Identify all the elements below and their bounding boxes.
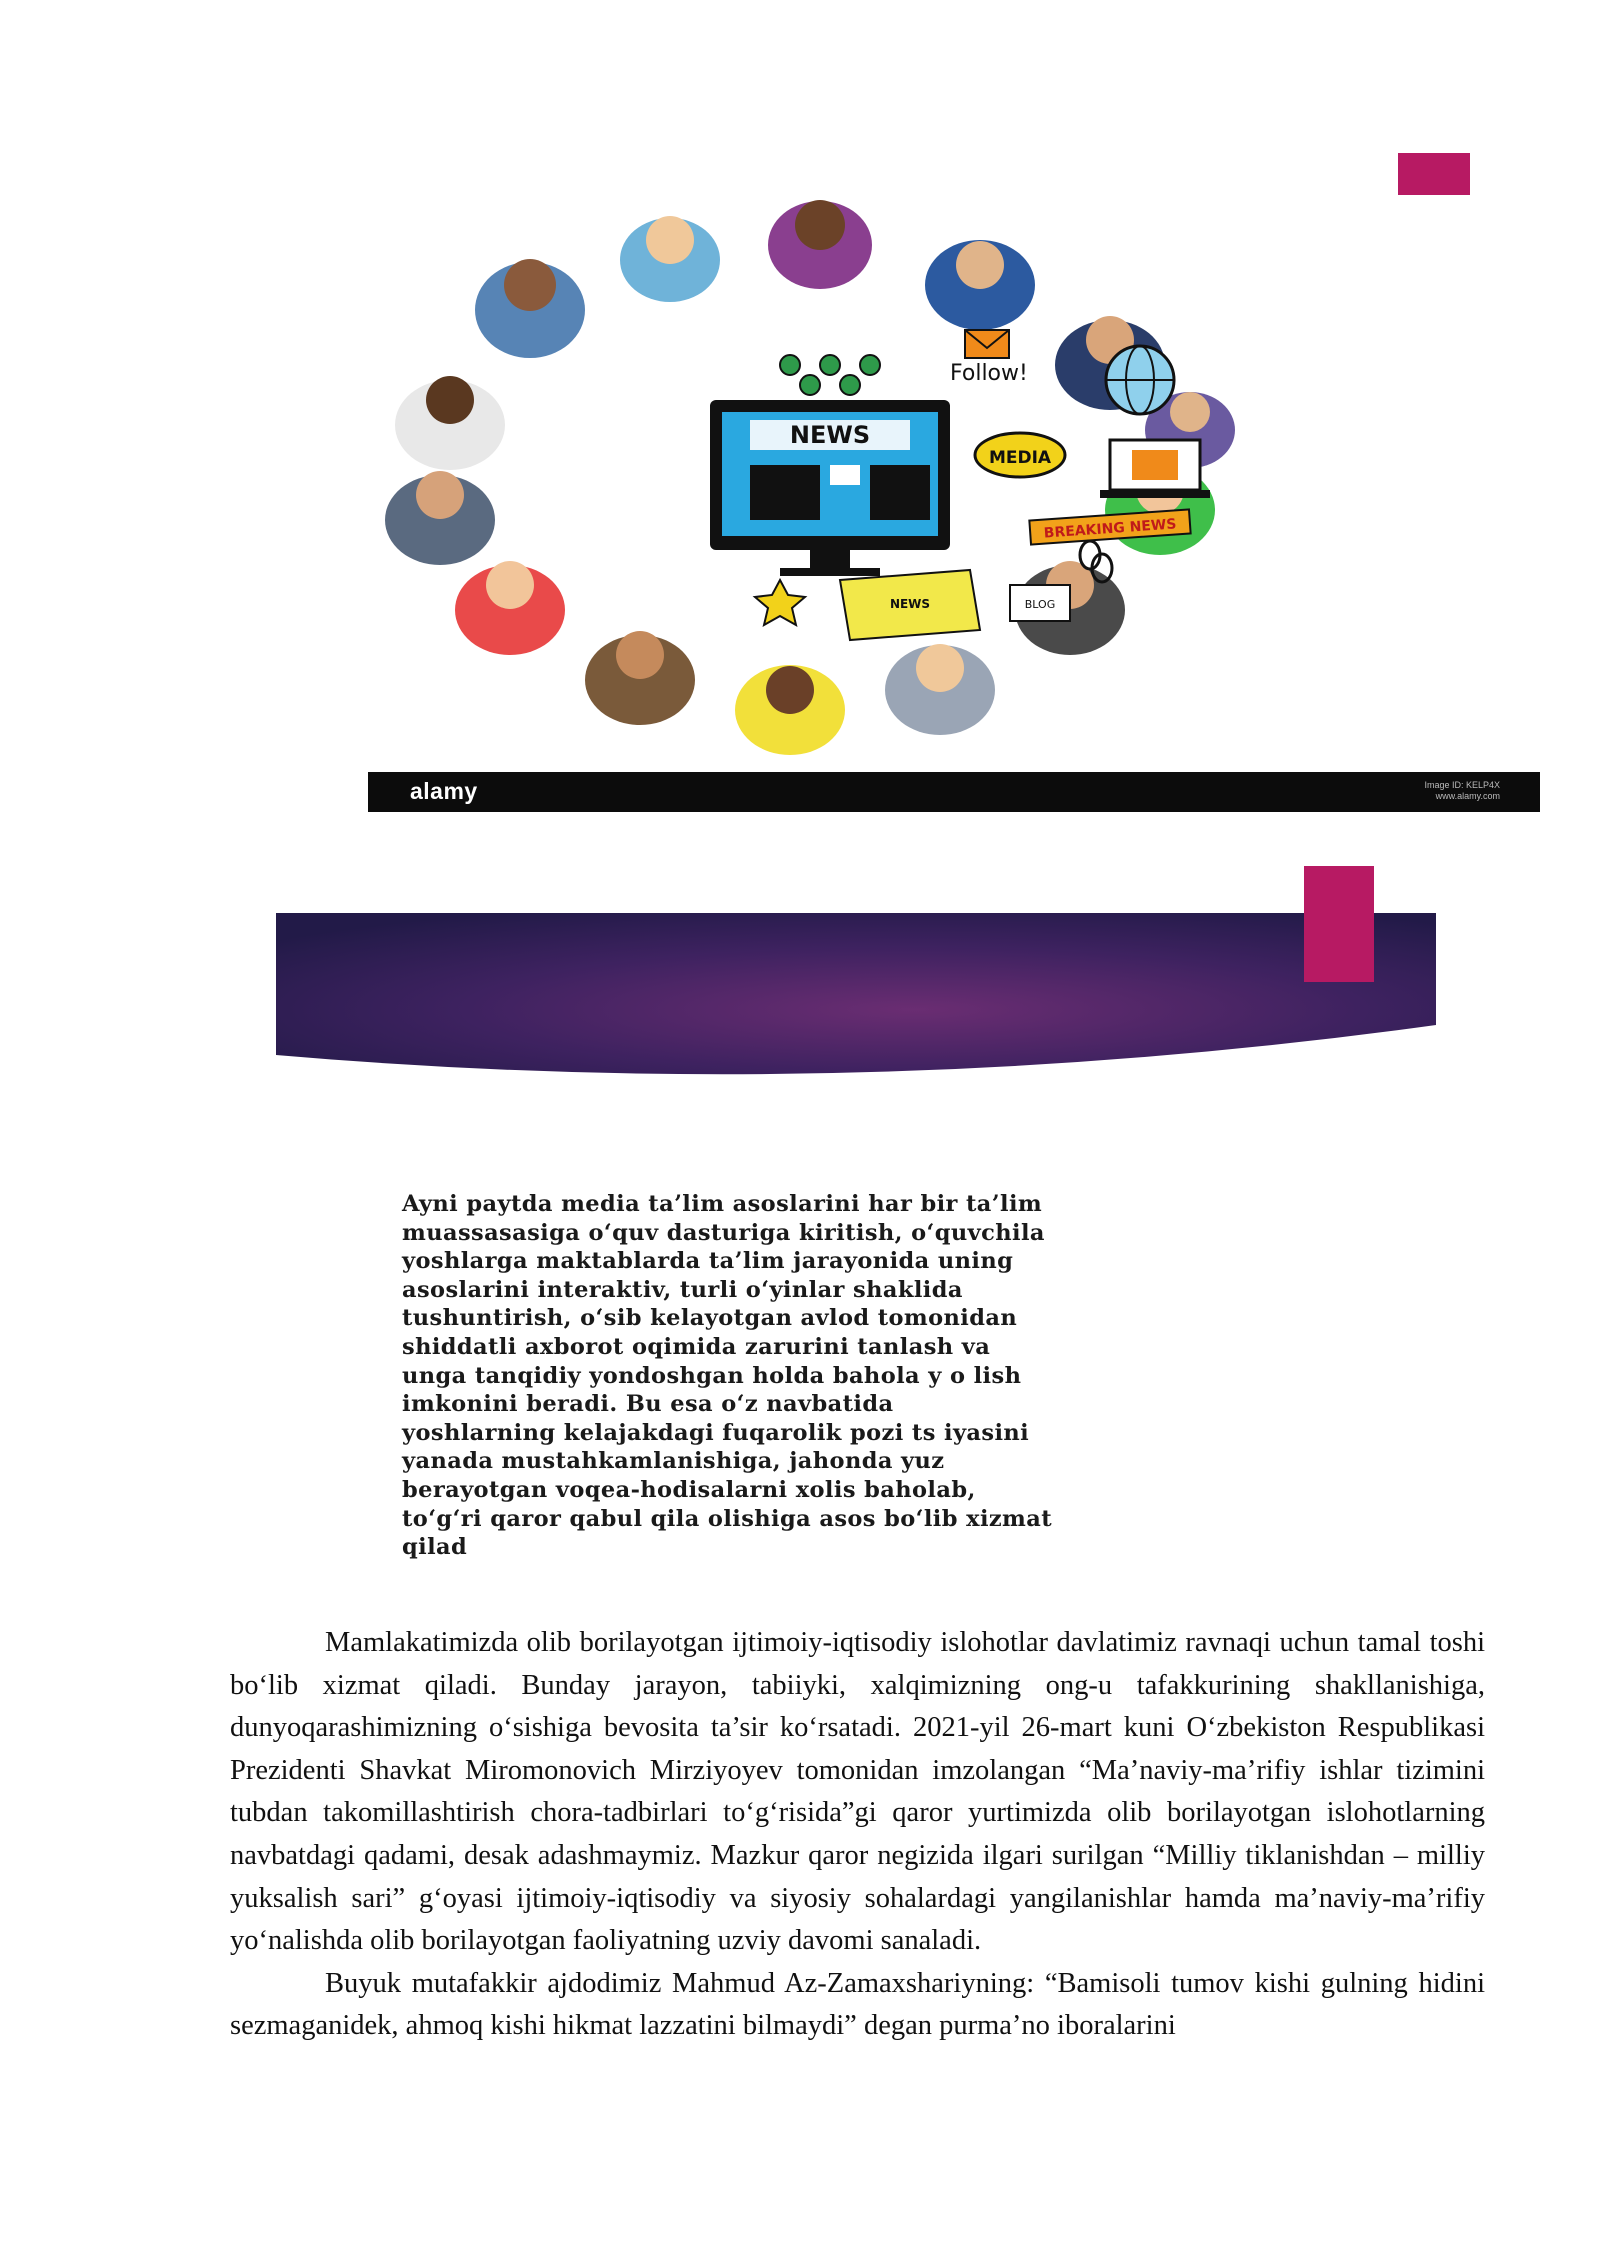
envelope-icon <box>965 330 1009 358</box>
media-education-excerpt <box>402 1190 1382 1562</box>
media-collage-image <box>370 190 1270 770</box>
paragraph: Buyuk mutafakkir ajdodimiz Mahmud Az-Zamaxshariyning: “Bamisoli tumov kishi gulning hidini sezmaganidek, ahmoq kishi hikmat lazzatini bilmaydi” degan purma’no iboralarini <box>230 1967 1485 2042</box>
excerpt-line: Ayni paytda media ta’lim asoslarini har bir ta’lim <box>402 1191 1043 1217</box>
breaking-news-label: BREAKING NEWS <box>1043 516 1177 542</box>
excerpt-line: asoslarini interaktiv, turli o‘yinlar shaklida <box>402 1276 963 1303</box>
excerpt-line: tushuntirish, o‘sib kelayotgan avlod tomonidan <box>402 1305 1018 1332</box>
news-label: NEWS <box>789 421 871 449</box>
media-label: MEDIA <box>988 448 1052 468</box>
excerpt-line: qilad <box>402 1534 468 1561</box>
excerpt-line: imkonini beradi. Bu esa o‘z navbatida <box>402 1391 894 1418</box>
accent-tab <box>1304 866 1374 982</box>
excerpt-line: berayotgan voqea-hodisalarni xolis baholab, <box>402 1476 976 1503</box>
media-bubble-icon <box>975 433 1065 477</box>
news-monitor-icon <box>710 400 950 576</box>
paragraph: Mamlakatimizda olib borilayotgan ijtimoiy-iqtisodiy islohotlar davlatimiz ravnaqi uchun tamal toshi bo‘lib xizmat qiladi. Bunday jarayon, tabiiyki, xalqimizning ong-u tafakkurining shakllanishiga, dunyoqarashimizning o‘sishiga bevosita ta’sir ko‘rsatadi. 2021-yil 26-mart kuni O‘zbekiston Respublikasi Prezidenti Shavkat Miromonovich Mirziyoyev tomonidan imzolangan “Ma’naviy-ma’rifiy ishlar tizimini tubdan takomillashtirish chora-tadbirlari to‘g‘risida”gi qaror yurtimizda olib borilayotgan islohotlarning navbatdagi qadami, desak adashmaymiz. Mazkur qaror negizida ilgari surilgan “Milliy tiklanishdan – milliy yuksalish sari” g‘oyasi ijtimoiy-iqtisodiy va siyosiy sohalardagi yangilanishlar hamda ma’naviy-ma’rifiy yo‘nalishda olib borilayotgan faoliyatning uzviy davomi sanaladi. <box>230 1627 1485 1957</box>
alamy-logo: alamy <box>410 778 478 804</box>
follow-label: Follow! <box>950 361 1028 386</box>
excerpt-line: to‘g‘ri qaror qabul qila olishiga asos bo‘lib xizmat <box>402 1505 1053 1532</box>
excerpt-line: yoshlarning kelajakdagi fuqarolik pozi ts iyasini <box>402 1419 1030 1446</box>
laptop-icon <box>1100 440 1210 498</box>
excerpt-line: unga tanqidiy yondoshgan holda bahola y o lish <box>402 1362 1022 1389</box>
excerpt-line: muassasasiga o‘quv dasturiga kiritish, o‘quvchila <box>402 1219 1045 1246</box>
small-news-label: NEWS <box>889 597 931 611</box>
blog-label: BLOG <box>1024 598 1056 611</box>
image-id: Image ID: KELP4X <box>1424 780 1500 790</box>
image-credit-bar <box>368 772 1540 812</box>
image-id-text <box>1390 780 1500 802</box>
excerpt-line: yanada mustahkamlanishiga, jahonda yuz <box>402 1448 945 1475</box>
purple-banner <box>276 905 1436 1105</box>
globe-icon <box>1106 346 1174 414</box>
excerpt-line: shiddatli axborot oqimida zarurini tanlash va <box>402 1333 991 1360</box>
collage-watermark: alamy <box>1130 573 1232 608</box>
people-group-icon <box>780 355 880 395</box>
newspaper-icon <box>840 570 980 640</box>
excerpt-line: yoshlarga maktablarda ta’lim jarayonida uning <box>402 1248 1014 1275</box>
image-url: www.alamy.com <box>1435 791 1500 801</box>
body-text <box>230 1622 1485 2048</box>
accent-square <box>1398 153 1470 195</box>
document-icon <box>1010 585 1070 621</box>
star-icon <box>755 580 805 625</box>
